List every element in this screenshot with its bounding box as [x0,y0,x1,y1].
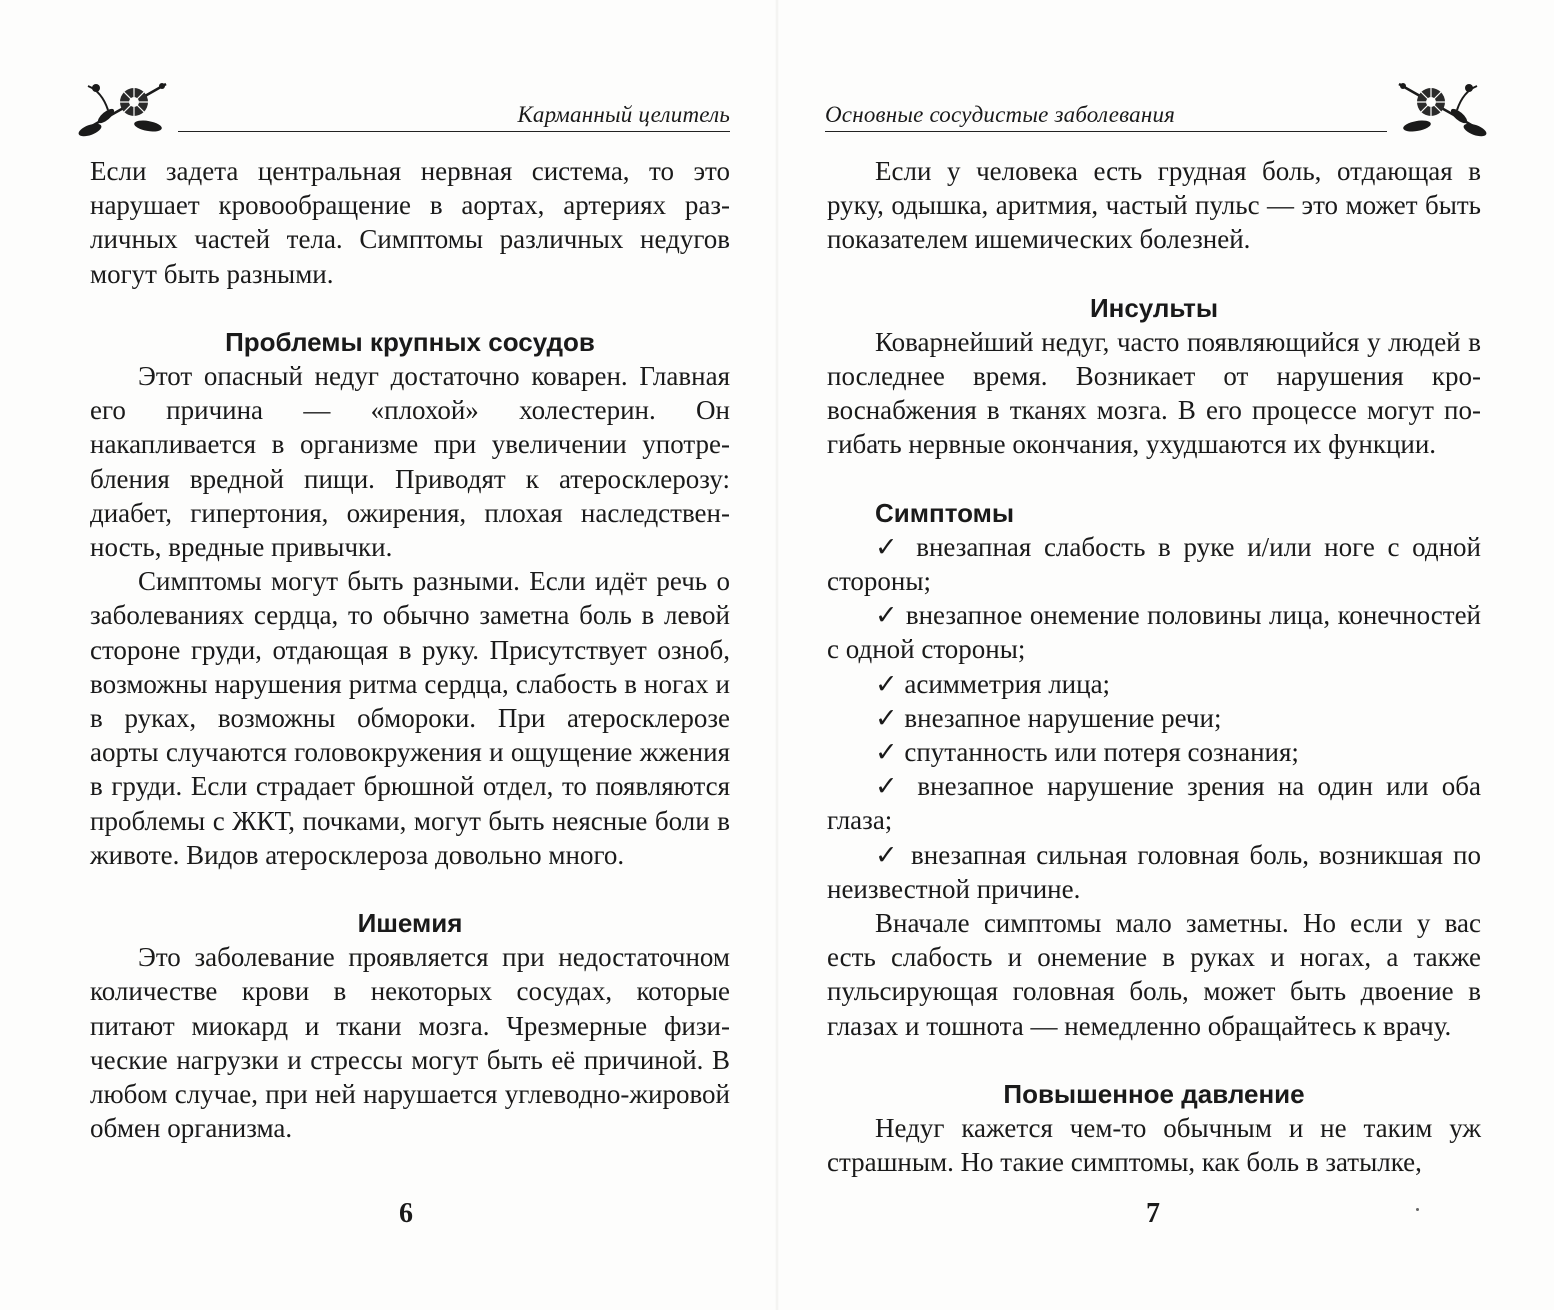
paragraph: Вначале симптомы мало заметны. Но если у вас есть слабость и онемение в руках и ногах, а также пульсирующая головная боль, может быть двоение в глазах и тошнота — немедленно обращайтесь к врачу. [827,908,1481,1041]
checkmark-icon: ✓ [875,600,899,631]
left-body [90,154,730,1145]
symptom-list-item [827,701,1481,735]
page-number: 6 [399,1198,413,1229]
symptom-list-item [827,530,1481,598]
section-heading: Ишемия [357,908,463,939]
paragraph: Недуг кажется чем-то обычным и не таким уж страшным. Но такие симптомы, как боль в затылке, [827,1113,1481,1178]
checkmark-icon: ✓ [875,771,905,802]
paragraph: Коварнейший недуг, часто появляющийся у людей в последнее время. Возникает от нарушения кровоснабжения в тканях мозга. В его процессе могут погибать нервные окончания, ухудшаются их функции. [827,326,1481,460]
section-heading: Симптомы [875,497,1015,528]
paragraph: Если у человека есть грудная боль, отдающая в руку, одышка, аритмия, частый пульс — это может быть показателем ишемических болезней. [827,156,1481,255]
checkmark-icon: ✓ [875,702,898,733]
right-body [827,154,1481,1179]
checkmark-icon: ✓ [875,531,904,562]
header-rule [825,131,1387,132]
running-head: Основные сосудистые заболевания [825,102,1176,127]
paragraph: Симптомы могут быть разными. Если идёт речь о заболеваниях сердца, то обычно заметна боль в левой стороне груди, отдающая в руку. Присутствует озноб, возможны нарушения ритма сердца, слабость в ногах и в руках, возможны обмороки. При атеросклерозе аорты случаются головокружения и ощущение жжения в груди. Если страдает брюшной отдел, то появляются проблемы с ЖКТ, почками, могут быть неясные боли в животе. Видов атеросклероза довольно много. [90,566,730,870]
symptom-text: внезапное нарушение речи; [897,702,1222,733]
paragraph: Этот опасный недуг достаточно коварен. Главная его причина — «плохой» холестерин. Он накапливается в организме при увеличении употребления вредной пищи. Приводят к атеросклерозу: диабет, гипертония, ожирения, плохая наследственность, вредные привычки. [90,361,730,563]
symptom-list-item [827,838,1481,906]
symptom-text: асимметрия лица; [897,668,1111,699]
symptom-list-item [827,598,1481,666]
section-heading: Инсульты [1089,292,1219,323]
paragraph: Это заболевание проявляется при недостаточном количестве крови в некоторых сосудах, которые питают миокард и ткани мозга. Чрезмерные физические нагрузки и стрессы могут быть её причиной. В любом случае, при ней нарушается углеводно-жировой обмен организма. [90,942,730,1144]
checkmark-icon: ✓ [875,668,898,699]
symptom-text: внезапное онемение половины лица, конечностей с одной стороны; [827,600,1482,665]
right-page [777,0,1554,1310]
flower-sprig-icon [1391,76,1487,140]
symptom-list [827,530,1481,906]
flower-sprig-icon [78,76,174,140]
section-heading: Повышенное давление [1003,1078,1305,1109]
paragraph: Если задета центральная нервная система, то это нарушает кровообращение в аортах, артериях различных частей тела. Симптомы различных недугов могут быть разными. [90,156,730,289]
checkmark-icon: ✓ [875,839,901,870]
symptom-text: внезапное нарушение зрения на один или оба глаза; [827,771,1481,836]
checkmark-icon: ✓ [875,737,898,768]
header-rule [178,131,730,132]
section-heading: Проблемы крупных сосудов [225,326,595,357]
print-speck [1416,1208,1419,1211]
symptom-text: внезапная сильная головная боль, возникшая по неизвестной причине. [827,839,1482,904]
page-number: 7 [1146,1198,1160,1229]
symptom-text: спутанность или потеря сознания; [897,737,1299,768]
symptom-list-item [827,667,1481,701]
symptom-list-item [827,769,1481,837]
left-running-header [78,76,730,136]
symptom-list-item [827,735,1481,769]
right-running-header [825,76,1487,136]
running-head: Карманный целитель [517,102,730,127]
symptom-text: внезапная слабость в руке и/или ноге с одной стороны; [827,531,1481,597]
